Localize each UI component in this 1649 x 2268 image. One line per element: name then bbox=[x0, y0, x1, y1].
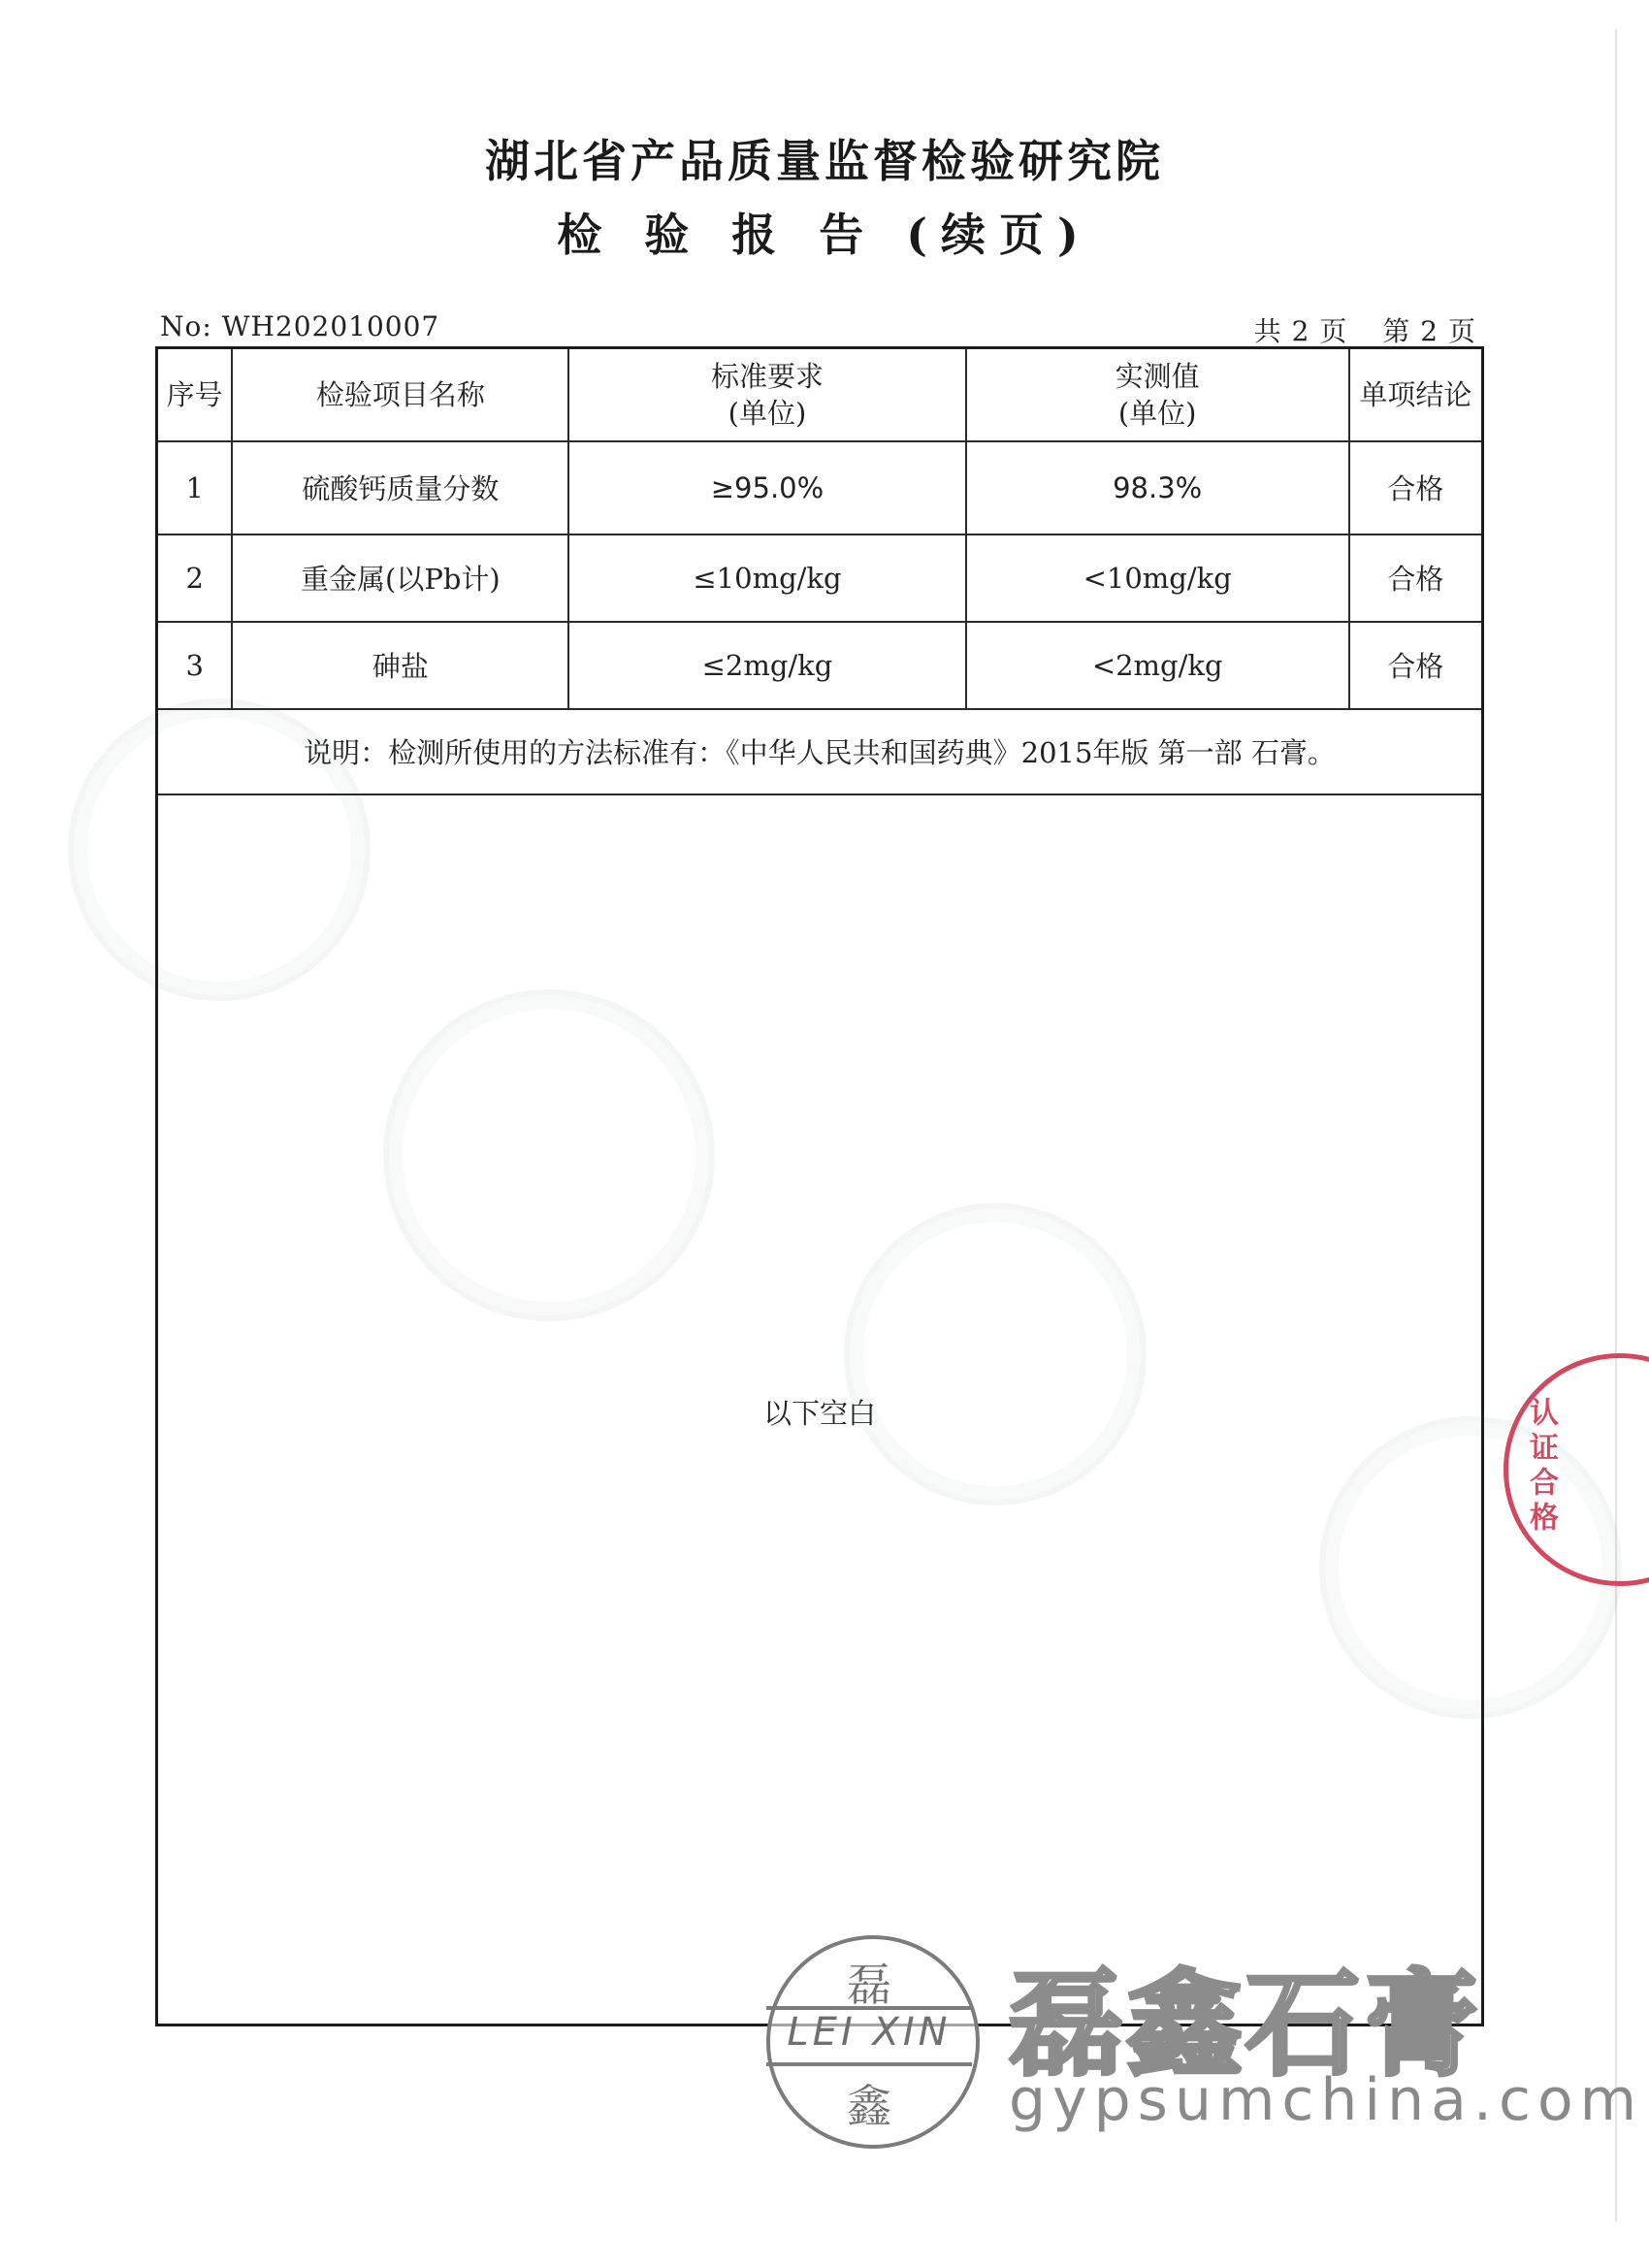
table-header-row bbox=[157, 348, 1483, 441]
header-measured bbox=[966, 348, 1349, 441]
cell-item: 重金属(以Pb计) bbox=[232, 535, 568, 622]
cell-seq: 1 bbox=[157, 441, 233, 535]
blank-area bbox=[157, 794, 1483, 2025]
cell-seq: 3 bbox=[157, 622, 233, 709]
cell-conclusion: 合格 bbox=[1349, 622, 1483, 709]
header-standard-unit: (单位) bbox=[728, 396, 807, 430]
method-note: 说明：检测所使用的方法标准有：《中华人民共和国药典》2015年版 第一部 石膏。 bbox=[157, 709, 1483, 794]
header-conclusion: 单项结论 bbox=[1349, 348, 1483, 441]
current-page: 第 2 页 bbox=[1382, 315, 1476, 347]
logo-char-bottom: 鑫 bbox=[847, 2080, 891, 2132]
cell-measured: <10mg/kg bbox=[966, 535, 1349, 622]
report-number: No: WH202010007 bbox=[160, 310, 440, 342]
header-measured-unit: (单位) bbox=[1117, 396, 1197, 430]
cell-item: 砷盐 bbox=[232, 622, 568, 709]
cell-standard: ≥95.0% bbox=[568, 441, 965, 535]
cell-measured: 98.3% bbox=[966, 441, 1349, 535]
note-row bbox=[157, 709, 1483, 794]
scan-edge-line bbox=[1615, 29, 1617, 2221]
stamp-text: 认证合格 bbox=[1524, 1397, 1558, 1537]
total-pages: 共 2 页 bbox=[1253, 315, 1348, 347]
header-standard-label: 标准要求 bbox=[710, 359, 824, 393]
brand-name-watermark: 磊鑫石膏 bbox=[1009, 1958, 1483, 2091]
blank-area-row bbox=[157, 794, 1483, 2025]
cell-seq: 2 bbox=[157, 535, 233, 622]
report-title: 检 验 报 告 (续页) bbox=[557, 209, 1092, 261]
logo-band-text: LEI XIN bbox=[787, 2010, 952, 2055]
logo-char-top: 磊 bbox=[847, 1959, 891, 2011]
header-measured-label: 实测值 bbox=[1115, 359, 1200, 393]
table-row bbox=[157, 441, 1483, 535]
table-row bbox=[157, 535, 1483, 622]
header-item: 检验项目名称 bbox=[232, 348, 568, 441]
brand-url-watermark: gypsumchina.com bbox=[1009, 2066, 1644, 2134]
cell-measured: <2mg/kg bbox=[966, 622, 1349, 709]
header-standard bbox=[568, 348, 965, 441]
cell-standard: ≤10mg/kg bbox=[568, 535, 965, 622]
page-indicator bbox=[1254, 310, 1476, 349]
header-seq: 序号 bbox=[157, 348, 233, 441]
cell-conclusion: 合格 bbox=[1349, 441, 1483, 535]
cell-standard: ≤2mg/kg bbox=[568, 622, 965, 709]
institute-name: 湖北省产品质量监督检验研究院 bbox=[485, 135, 1164, 187]
blank-marker: 以下空白 bbox=[762, 1397, 876, 1430]
table-row bbox=[157, 622, 1483, 709]
cell-conclusion: 合格 bbox=[1349, 535, 1483, 622]
cell-item: 硫酸钙质量分数 bbox=[232, 441, 568, 535]
inspection-table bbox=[155, 346, 1484, 2026]
